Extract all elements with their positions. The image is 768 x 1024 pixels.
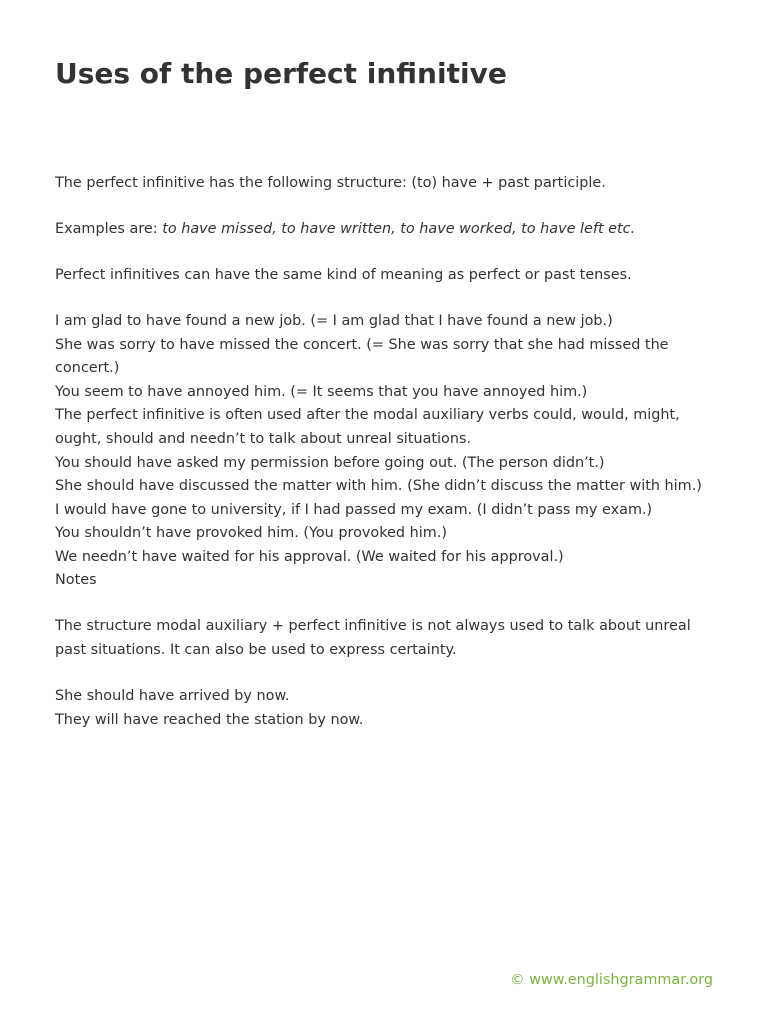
example-line: You should have asked my permission before going out. (The person didn’t.) bbox=[55, 454, 605, 471]
example-line: The perfect infinitive is often used after the modal auxiliary verbs could, would, might, ought, should and needn’t to talk about unreal situations. bbox=[55, 407, 680, 447]
example-line: I am glad to have found a new job. (= I am glad that I have found a new job.) bbox=[55, 312, 613, 329]
certainty-examples bbox=[55, 685, 720, 732]
article-body bbox=[55, 172, 720, 755]
structure-paragraph: The perfect infinitive has the following structure: (to) have + past participle. bbox=[55, 175, 606, 191]
notes-paragraph: The structure modal auxiliary + perfect infinitive is not always used to talk about unreal past situations. It can also be used to express certainty. bbox=[55, 618, 691, 659]
example-line: You seem to have annoyed him. (= It seems that you have annoyed him.) bbox=[55, 383, 588, 400]
copyright-link[interactable]: © www.englishgrammar.org bbox=[510, 972, 713, 988]
example-sentences bbox=[55, 310, 720, 593]
certainty-line: She should have arrived by now. bbox=[55, 688, 290, 705]
example-line: She should have discussed the matter with him. (She didn’t discuss the matter with him.) bbox=[55, 478, 702, 495]
examples-italic: to have missed, to have written, to have worked, to have left etc. bbox=[162, 220, 636, 237]
examples-paragraph bbox=[55, 218, 720, 242]
meaning-paragraph: Perfect infinitives can have the same kind of meaning as perfect or past tenses. bbox=[55, 266, 632, 283]
example-line: She was sorry to have missed the concert. (= She was sorry that she had missed the concert.) bbox=[55, 336, 669, 377]
certainty-line: They will have reached the station by now. bbox=[55, 711, 364, 728]
page-title: Uses of the perfect infinitive bbox=[55, 57, 507, 90]
example-line: You shouldn’t have provoked him. (You provoked him.) bbox=[55, 525, 447, 542]
examples-label: Examples are: bbox=[55, 220, 163, 237]
example-line: We needn’t have waited for his approval. (We waited for his approval.) bbox=[55, 548, 564, 565]
example-line: I would have gone to university, if I had passed my exam. (I didn’t pass my exam.) bbox=[55, 501, 653, 518]
notes-heading: Notes bbox=[55, 572, 97, 589]
